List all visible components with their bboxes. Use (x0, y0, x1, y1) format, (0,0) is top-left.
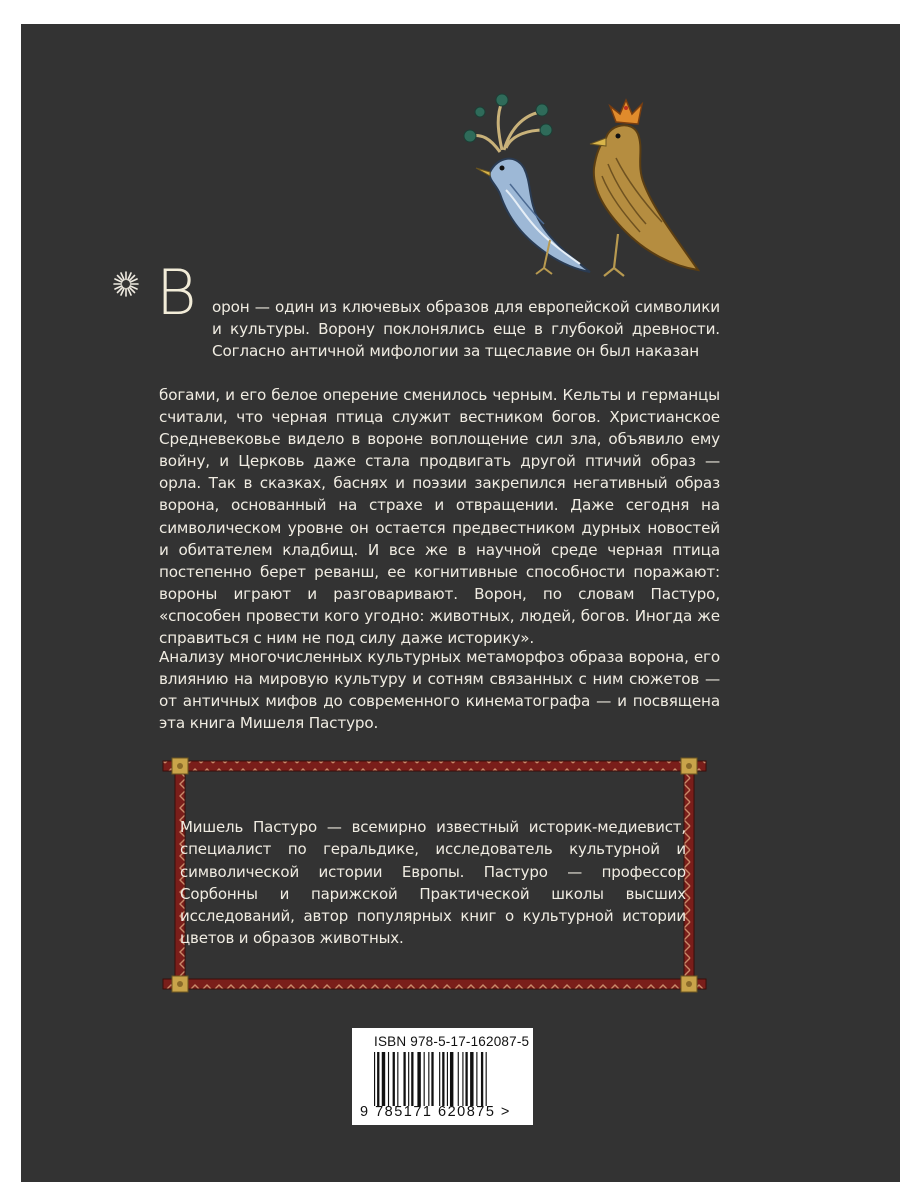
isbn-digits: 9 785171 620875 > (360, 1104, 511, 1120)
asterisk-star-icon (112, 270, 140, 298)
isbn-label: ISBN 978-5-17-162087-5 (374, 1034, 530, 1049)
intro-body-paragraph: богами, и его белое оперение сменилось черным. Кельты и германцы считали, что черная птица служит вестником богов. Христианское Средневековье видело в вороне воплощение сил зла, объявило ему войну, и Церковь даже стала продвигать другой птичий образ — орла. Так в сказках, баснях и поэзии закрепился негативный образ ворона, основанный на страхе и отвращении. Даже сегодня на символическом уровне он остается предвестником дурных новостей и обитателем кладбищ. И все же в научной среде черная птица постепенно берет реванш, ее когнитивные способности поражают: вороны играют и разговаривают. Ворон, по словам Пастуро, «способен провести кого угодно: животных, людей, богов. Иногда же справиться с ним не под силу даже историку». (159, 386, 720, 648)
intro-lead-paragraph: орон — один из ключевых образов для европейской символики и культуры. Ворону поклонялись еще в глубокой древности. Согласно античной мифологии за тщеславие он был наказан (212, 298, 720, 361)
drop-cap-letter: В (156, 256, 197, 329)
analysis-paragraph: Анализу многочисленных культурных метаморфоз образа ворона, его влиянию на мировую культуру и сотням связанных с ним сюжетов — от античных мифов до современного кинематографа — и посвящена эта книга Мишеля Пастуро. (159, 648, 720, 733)
two-medieval-birds-illustration (440, 72, 702, 290)
barcode-image (374, 1052, 520, 1106)
author-bio-text: Мишель Пастуро — всемирно известный историк-медиевист, специалист по геральдике, исследователь культурной и символической истории Европы. Пастуро — профессор Сорбонны и парижской Практической школы высших исследований, автор популярных книг о культурной истории цветов и образов животных. (180, 818, 686, 948)
